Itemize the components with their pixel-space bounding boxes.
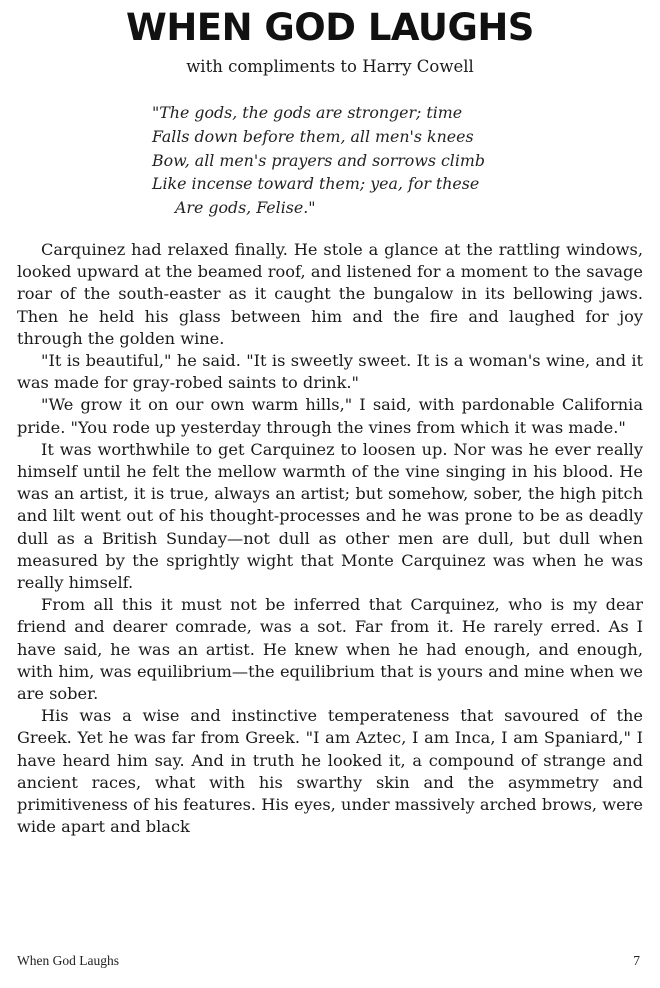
running-title: When God Laughs	[17, 953, 119, 968]
subtitle: with compliments to Harry Cowell	[186, 57, 474, 76]
paragraph: Carquinez had relaxed finally. He stole a glance at the rattling windows, looked upward at the beamed roof, and listened for a moment to the savage roar of the south-easter as it caught the bungalow in its bellowing jaws. Then he held his glass between him and the fire and laughed for joy through the golden wine.	[17, 240, 643, 348]
page-title: WHEN GOD LAUGHS	[126, 6, 534, 49]
page-number: 7	[633, 953, 640, 968]
paragraph: "It is beautiful," he said. "It is sweetly sweet. It is a woman's wine, and it was made for gray-robed saints to drink."	[17, 351, 643, 393]
paragraph: His was a wise and instinctive temperateness that savoured of the Greek. Yet he was far from Greek. "I am Aztec, I am Inca, I am Spaniard," I have heard him say. And in truth he looked it, a compound of strange and ancient races, what with his swarthy skin and the asymmetry and primitiveness of his features. His eyes, under massively arched brows, were wide apart and black	[17, 706, 643, 837]
epigraph	[152, 101, 485, 220]
epigraph-line: Bow, all men's prayers and sorrows climb	[152, 150, 486, 170]
paragraph: From all this it must not be inferred that Carquinez, who is my dear friend and dearer comrade, was a sot. Far from it. He rarely erred. As I have said, he was an artist. He knew when he had enough, and enough, with him, was equilibrium—the equilibrium that is yours and mine when we are sober.	[17, 595, 643, 704]
body-text	[17, 239, 643, 838]
epigraph-line: Like incense toward them; yea, for these	[152, 174, 480, 194]
epigraph-line: Falls down before them, all men's knees	[152, 126, 474, 146]
paragraph: "We grow it on our own warm hills," I said, with pardonable California pride. "You rode up yesterday through the vines from which it was made."	[17, 395, 643, 437]
paragraph: It was worthwhile to get Carquinez to loosen up. Nor was he ever really himself until he felt the mellow warmth of the vine singing in his blood. He was an artist, it is true, always an artist; but somehow, sober, the high pitch and lilt went out of his thought-processes and he was prone to be as deadly dull as a British Sunday—not dull as other men are dull, but dull when measured by the sprightly wight that Monte Carquinez was when he was really himself.	[17, 439, 643, 593]
epigraph-line: Are gods, Felise."	[175, 198, 316, 218]
epigraph-line: "The gods, the gods are stronger; time	[152, 103, 463, 122]
